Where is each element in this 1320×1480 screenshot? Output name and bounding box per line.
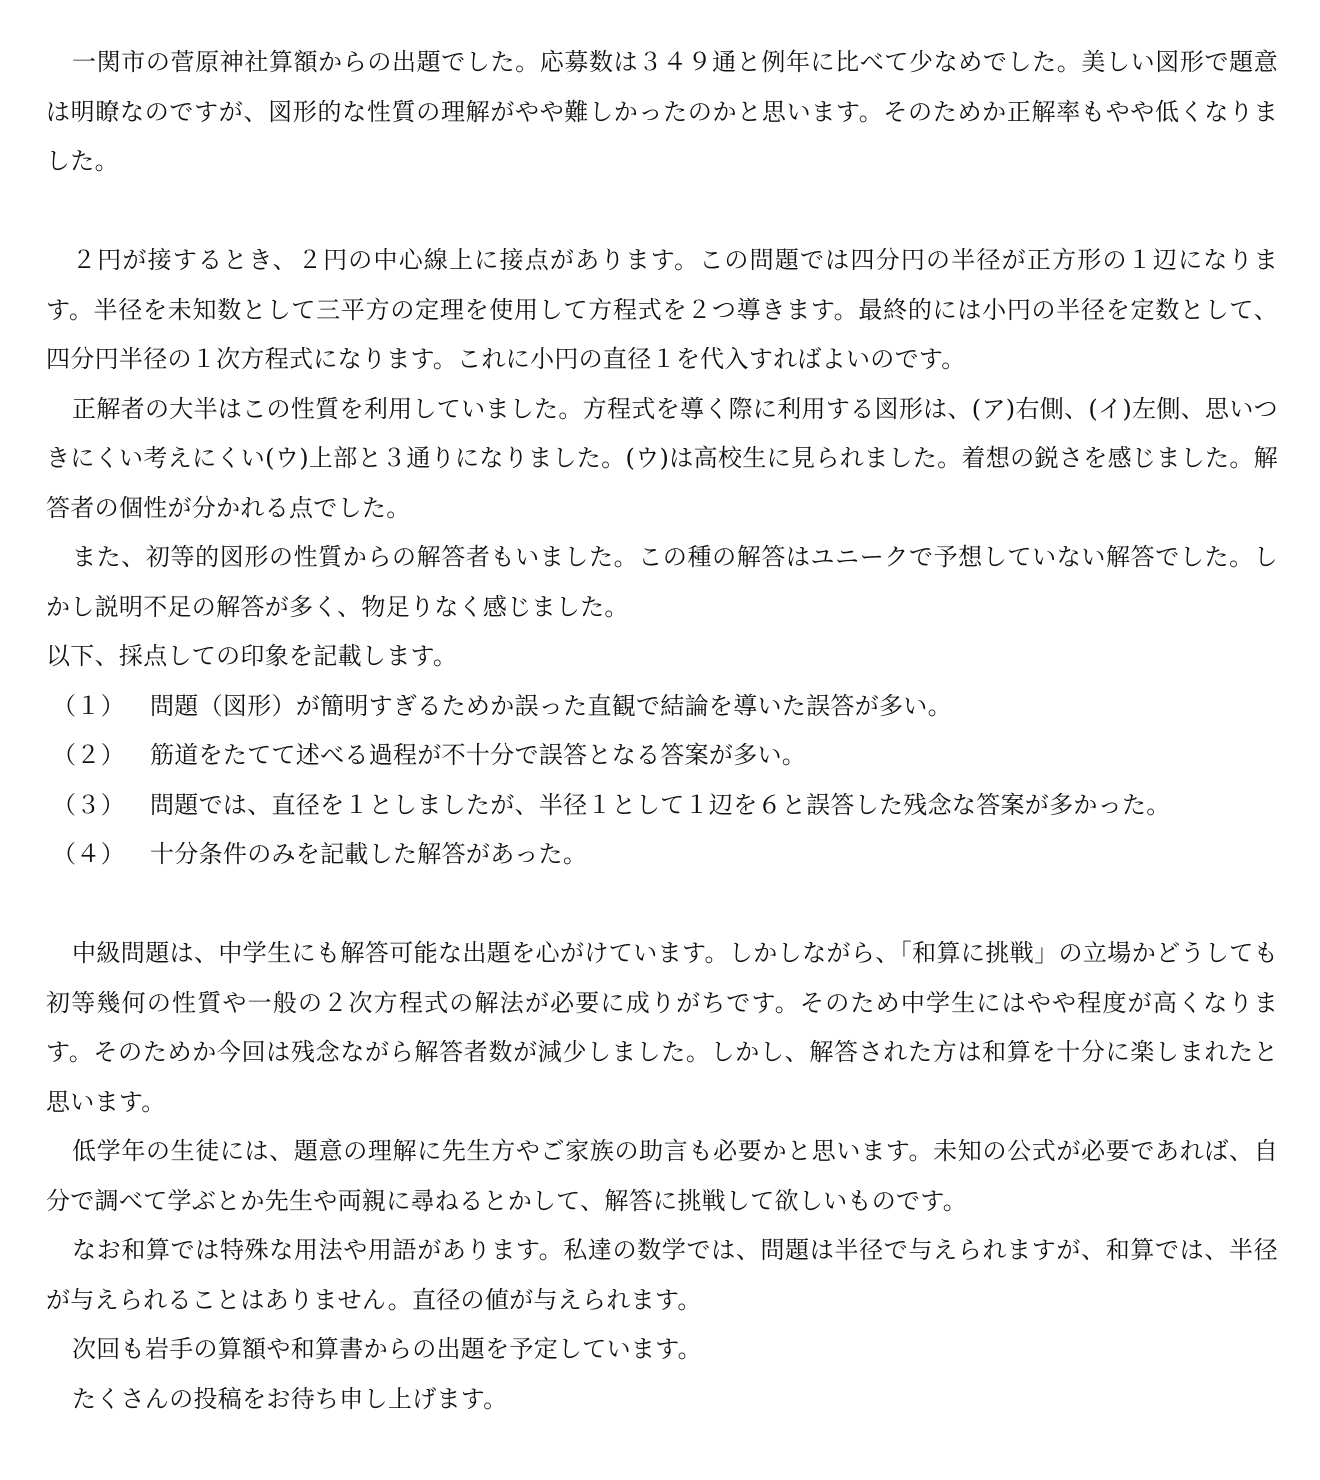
list-item-text: 筋道をたてて述べる過程が不十分で誤答となる答案が多い。: [150, 741, 807, 769]
paragraph-intro: 一関市の菅原神社算額からの出題でした。応募数は３４９通と例年に比べて少なめでした。美しい図形で題意は明瞭なのですが、図形的な性質の理解がやや難しかったのかと思います。そのためか正解率もやや低くなりました。: [46, 48, 1278, 175]
list-item-number: （１）: [52, 691, 125, 720]
paragraph-impressions-intro: 以下、採点しての印象を記載します。: [46, 642, 458, 670]
list-item-text: 問題（図形）が簡明すぎるためか誤った直観で結論を導いた誤答が多い。: [150, 691, 952, 720]
list-item-number: （４）: [52, 840, 125, 868]
paragraph-solution-methods: 正解者の大半はこの性質を利用していました。方程式を導く際に利用する図形は、(ア)右側、(イ)左側、思いつきにくい考えにくい(ウ)上部と３通りになりました。(ウ)は高校生に見られました。着想の鋭さを感じました。解答者の個性が分かれる点でした。: [46, 394, 1278, 522]
impressions-list: [46, 682, 1278, 880]
paragraph-gap: [46, 880, 1278, 930]
paragraph-gap: [46, 187, 1278, 237]
list-item-number: （３）: [52, 790, 125, 819]
paragraph-wasan-terms: なお和算では特殊な用法や用語があります。私達の数学では、問題は半径で与えられますが、和算では、半径が与えられることはありません。直径の値が与えられます。: [46, 1236, 1278, 1314]
list-item: [46, 830, 1278, 880]
list-item: [46, 731, 1278, 781]
document-page: [46, 38, 1278, 1424]
paragraph-closing: たくさんの投稿をお待ち申し上げます。: [72, 1384, 508, 1413]
list-item-text: 十分条件のみを記載した解答があった。: [150, 840, 588, 868]
list-item: [46, 682, 1278, 732]
paragraph-tangent-property: ２円が接するとき、２円の中心線上に接点があります。この問題では四分円の半径が正方形の１辺になります。半径を未知数として三平方の定理を使用して方程式を２つ導きます。最終的には小円の半径を定数として、四分円半径の１次方程式になります。これに小円の直径１を代入すればよいのです。: [46, 246, 1279, 373]
list-item: [46, 781, 1278, 831]
paragraph-elementary-solutions: また、初等的図形の性質からの解答者もいました。この種の解答はユニークで予想していない解答でした。しかし説明不足の解答が多く、物足りなく感じました。: [46, 543, 1278, 621]
list-item-number: （２）: [52, 741, 125, 769]
paragraph-younger-students: 低学年の生徒には、題意の理解に先生方やご家族の助言も必要かと思います。未知の公式が必要であれば、自分で調べて学ぶとか先生や両親に尋ねるとかして、解答に挑戦して欲しいものです。: [46, 1137, 1278, 1215]
list-item-text: 問題では、直径を１としましたが、半径１として１辺を６と誤答した残念な答案が多かった。: [150, 790, 1171, 819]
paragraph-next-time: 次回も岩手の算額や和算書からの出題を予定しています。: [72, 1335, 702, 1363]
paragraph-intermediate-problems: 中級問題は、中学生にも解答可能な出題を心がけています。しかしながら、「和算に挑戦」の立場かどうしても初等幾何の性質や一般の２次方程式の解法が必要に成りがちです。そのため中学生にはやや程度が高くなります。そのためか今回は残念ながら解答者数が減少しました。しかし、解答された方は和算を十分に楽しまれたと思います。: [46, 939, 1278, 1116]
